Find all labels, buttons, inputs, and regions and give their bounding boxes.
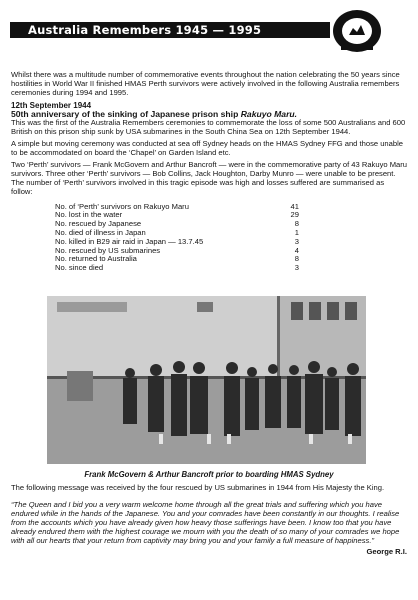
stat-label: No. returned to Australia [55,254,137,264]
table-row [55,264,299,273]
stat-label: No. of ‘Perth’ survivors on Rakuyo Maru [55,201,189,211]
stat-label: No. rescued by US submarines [55,245,161,255]
australia-remembers-seal-icon [331,8,383,54]
stat-value: 3 [294,236,299,246]
photo-caption: Frank McGovern & Arthur Bancroft prior to boarding HMAS Sydney [84,470,334,479]
section-subtitle-text: 50th anniversary of the sinking of Japanese prison ship [11,108,241,119]
stat-label: No. lost in the water [55,210,123,220]
king-quote: “The Queen and I bid you a very warm welcome home through all the great trials and suffering which you have endured while in the hands of the Japanese. You and your comrades have been constantly in our thoughts. I realise from the accounts which you have already given how heavy those sufferings have been. I know too that you have already endured them with the highest courage we mourn with you the death of so many of your comrades we hope with all our hearts that your return from captivity may bring you and your family a full measure of happiness.” [11,499,400,545]
section-paragraph-1: This was the first of the Australia Remembers ceremonies to commemorate the loss of some 500 Australians and 600 British on this prison ship sunk by USA submarines in the South China Sea on 12th September 1944. [11,118,406,137]
stat-value: 8 [294,254,299,264]
stat-label: No. killed in B29 air raid in Japan — 13.7.45 [55,236,204,246]
stat-value: 3 [294,263,299,273]
section-paragraph-3: Two ‘Perth’ survivors — Frank McGovern and Arthur Bancroft — were in the commemorative party of 43 Rakuyo Maru survivors. Three other ‘Perth’ survivors — Bob Collins, Jack Houghton, Darby Munro — were unable to be present. The number of ‘Perth’ survivors involved in this tragic episode was high and losses suffered are summarised as follow: [11,159,408,196]
stat-value: 1 [294,227,299,237]
page-banner [10,22,330,38]
section-date: 12th September 1944 [11,100,92,110]
losses-table [55,203,299,273]
stat-value: 29 [290,210,299,220]
intro-paragraph: Whilst there was a multitude number of commemorative events throughout the nation celebrating the 50 years since hostilities in World War II finished HMAS Perth survivors were actively involved in the following Australia remembers ceremonies during 1994 and 1995. [11,70,400,97]
stat-value: 4 [294,245,299,255]
stat-label: No. rescued by Japanese [55,219,142,229]
stat-label: No. died of illness in Japan [55,227,146,237]
message-intro: The following message was received by the four rescued by US submarines in 1944 from His Majesty the King. [11,483,385,492]
stat-value: 8 [294,219,299,229]
closing-section [11,484,407,560]
stat-label: No. since died [55,263,104,273]
section-subtitle-ship: Rakuyo Maru. [240,108,298,119]
stat-value: 41 [290,201,299,211]
group-photo [47,296,366,464]
section-paragraph-2: A simple but moving ceremony was conducted at sea off Sydney heads on the HMAS Sydney FFG and those unable to be accommodated on board the ‘Chapel’ on Garden Island etc. [11,139,404,158]
banner-title: Australia Remembers 1945 — 1995 [28,23,262,37]
signature: George R.I. [366,547,407,557]
article-body [11,71,407,273]
